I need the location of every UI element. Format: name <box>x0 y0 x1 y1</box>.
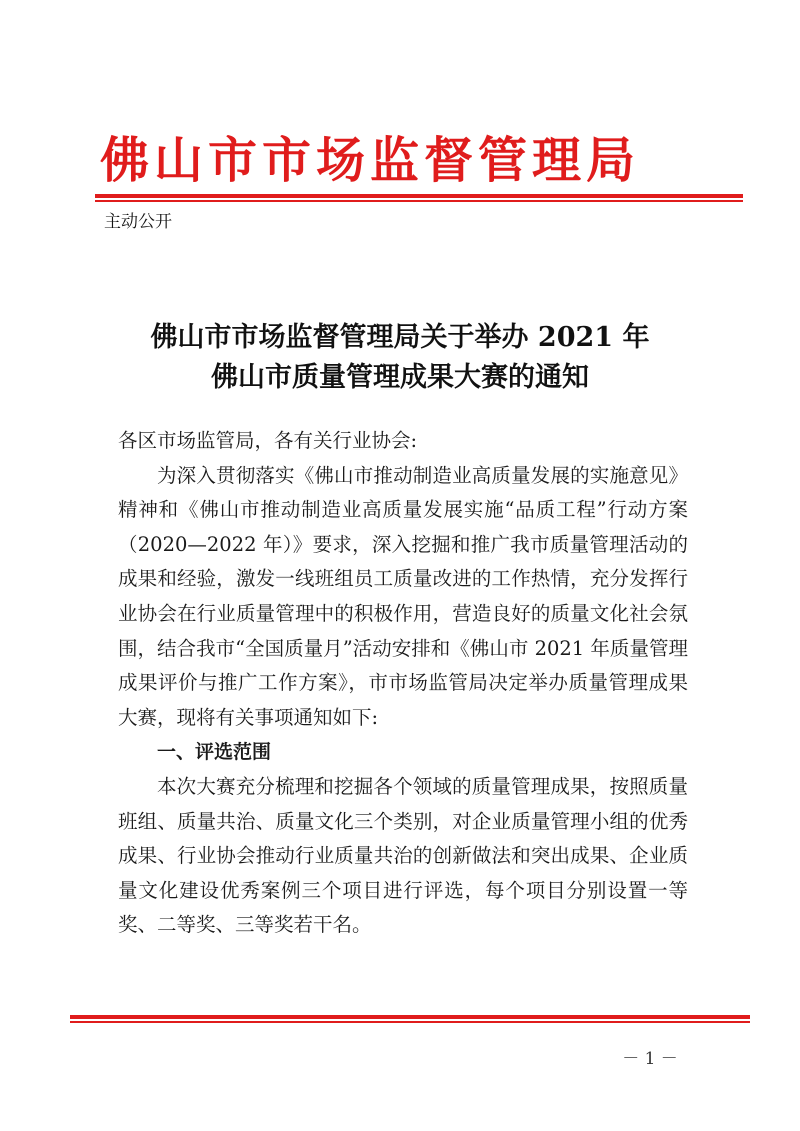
title-line-2: 佛山市质量管理成果大赛的通知 <box>211 362 589 393</box>
salutation: 各区市场监管局，各有关行业协会: <box>118 429 418 452</box>
footer-rule-thick <box>70 1015 750 1019</box>
document-body <box>118 424 688 943</box>
section-paragraph-scope: 本次大赛充分梳理和挖掘各个领域的质量管理成果，按照质量班组、质量共治、质量文化三个类别，对企业质量管理小组的优秀成果、行业协会推动行业质量共治的创新做法和突出成果、企业质量文化建设优秀案例三个项目进行评选，每个项目分别设置一等奖、二等奖、三等奖若干名。 <box>118 774 688 937</box>
disclosure-label: 主动公开 <box>104 212 172 232</box>
intro-paragraph: 为深入贯彻落实《佛山市推动制造业高质量发展的实施意见》精神和《佛山市推动制造业高质量发展实施“品质工程”行动方案（2020—2022 年）》要求，深入挖掘和推广我市质量管理活动的成果和经验，激发一线班组员工质量改进的工作热情，充分发挥行业协会在行业质量管理中的积极作用，营造良好的质量文化社会氛围，结合我市“全国质量月”活动安排和《佛山市 2021 年质量管理成果评价与推广工作方案》，市市场监管局决定举办质量管理成果大赛，现将有关事项通知如下: <box>118 463 688 729</box>
title-line-1: 佛山市市场监督管理局关于举办 2021 年 <box>150 322 650 353</box>
footer-rule-thin <box>70 1021 750 1023</box>
footer-red-rule <box>70 1015 750 1023</box>
section-heading-scope: 一、评选范围 <box>157 741 272 764</box>
agency-masthead: 佛山市市场监督管理局 <box>100 131 641 189</box>
header-red-rule <box>95 194 743 202</box>
header-rule-thick <box>95 194 743 198</box>
header-rule-thin <box>95 200 743 202</box>
document-title <box>100 318 700 398</box>
page-number: － 1 － <box>622 1049 678 1069</box>
